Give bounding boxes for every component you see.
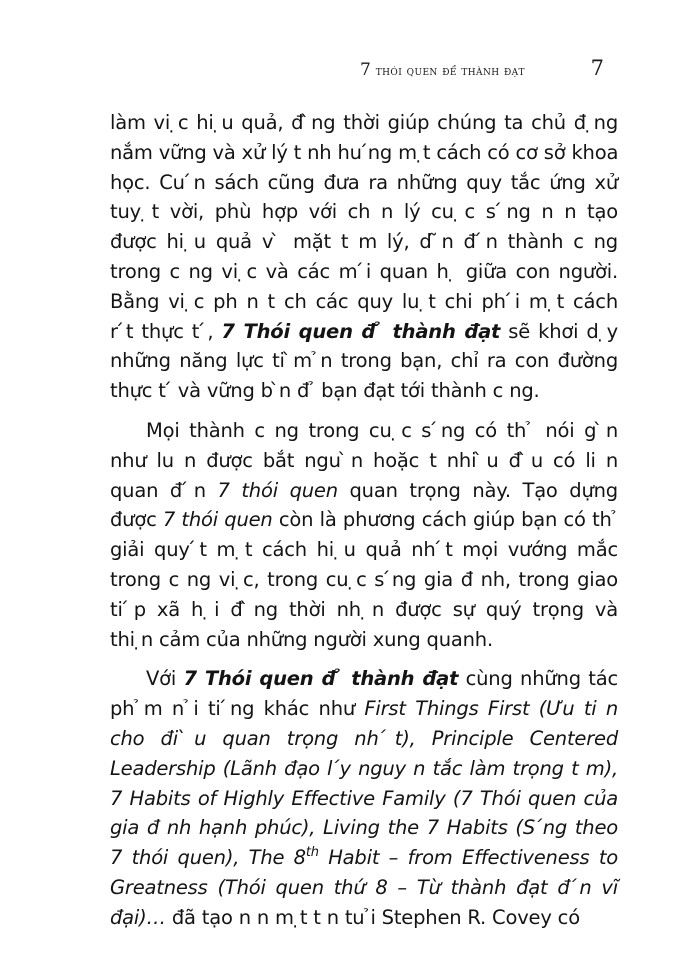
text-run: cho đi ̀u quan trọng nh ́t), Principle Centered — [110, 726, 618, 750]
text-run: đã tạo n n m ̣t t n tu ̉i Stephen R. Covey có — [165, 905, 580, 929]
text-run: ph ̉m n ̉i ti ́ng khác như — [110, 697, 365, 721]
text-run: thi ̣n cảm của những người xung quanh. — [110, 627, 493, 651]
text-run: First Things First (Ưu ti n — [364, 697, 618, 721]
running-title — [360, 60, 525, 80]
text-run: làm vi ̣c hi ̣u quả, đ ̀ng thời giúp chúng ta chủ đ ̣ng — [110, 111, 618, 134]
text-line — [110, 625, 618, 655]
text-line — [110, 287, 618, 317]
text-run: Với — [146, 667, 184, 691]
text-line — [110, 754, 618, 784]
text-run: Leadership (Lãnh đạo l ́y nguy n tắc làm trọng t m), — [110, 756, 618, 780]
text-line — [110, 138, 618, 168]
page-number: 7 — [590, 56, 604, 80]
text-line — [110, 197, 618, 227]
text-run: th — [305, 845, 319, 861]
text-line — [110, 446, 618, 476]
paragraph — [110, 108, 618, 406]
text-run: 7 Thói quen đ ̉ thành đạt — [221, 319, 501, 343]
text-run: quan đ ́n — [110, 478, 218, 502]
text-run: Habit – from Effectiveness to — [318, 846, 618, 870]
text-line — [110, 376, 618, 406]
running-title-number: 7 — [360, 60, 372, 80]
text-run: gia đ nh hạnh phúc), Living the 7 Habits (S ́ng theo — [110, 816, 618, 840]
text-line — [110, 873, 618, 903]
text-run: 7 thói quen — [162, 508, 273, 532]
text-line — [110, 416, 618, 446]
text-line — [110, 784, 618, 814]
paragraph — [110, 664, 618, 932]
text-run: trong c ng vi ̣c, trong cu ̣c s ́ng gia đ nh, trong giao — [110, 567, 618, 591]
paragraph-gap — [110, 406, 618, 416]
text-run: trong c ng vi ̣c và các m ́i quan h ̣ giữa con người. — [110, 259, 618, 283]
text-line — [110, 903, 618, 933]
text-run: nắm vững và xử lý t nh hu ́ng m ̣t cách có cơ sở khoa — [110, 140, 619, 164]
text-line — [110, 346, 618, 376]
text-line — [110, 694, 618, 724]
text-line — [110, 843, 618, 873]
text-line — [110, 813, 618, 843]
text-run: cùng những tác — [458, 667, 618, 691]
text-line — [110, 595, 618, 625]
text-run: Mọi thành c ng trong cu ̣c s ́ng có th ̉ nói g ̀n — [146, 418, 618, 442]
text-line — [110, 476, 618, 506]
text-run: những năng lực ti ̀m ̉n trong bạn, chỉ ra con đường — [110, 349, 618, 373]
text-run: Bằng vi ̣c ph n t ch các quy lu ̣t chi ph ́i m ̣t cách — [110, 289, 618, 313]
text-line — [110, 505, 618, 535]
text-line — [110, 724, 618, 754]
text-line — [110, 257, 618, 287]
paragraph-gap — [110, 654, 618, 664]
text-run: còn là phương cách giúp bạn có th ̉ — [272, 508, 618, 532]
text-run: 7 Thói quen đ ̉ thành đạt — [183, 667, 459, 691]
text-run: r ́t thực t ́, — [110, 319, 222, 343]
text-run: ti ́p xã h ̣i đ ̀ng thời nh ̣n được sự quý trọng và — [110, 597, 618, 621]
text-run: được — [110, 508, 163, 532]
text-run: sẽ khơi d ̣y — [500, 319, 619, 343]
text-line — [110, 227, 618, 257]
text-run: giải quy ́t m ̣t cách hi ̣u quả nh ́t mọi vướng mắc — [110, 538, 618, 562]
text-run: 7 thói quen), The 8 — [110, 846, 306, 870]
running-title-text: thói quen để thành đạt — [375, 64, 525, 79]
running-header — [360, 56, 630, 86]
text-run: 7 Habits of Highly Effective Family (7 Thói quen của — [110, 786, 618, 810]
text-line — [110, 317, 618, 347]
text-run: được hi ̣u quả v ̀ mặt t m lý, d ̃n đ ́n thành c ng — [110, 230, 618, 254]
text-line — [110, 565, 618, 595]
text-run: như lu n được bắt ngu ̀n hoặc t nhi ̀u đ ̀u có li n — [110, 448, 618, 472]
text-run: thực t ́ và vững b ̀n đ ̉ bạn đạt tới thành c ng. — [110, 379, 540, 403]
text-run: Greatness (Thói quen thứ 8 – Từ thành đạt đ ́n vĩ — [110, 875, 618, 899]
paragraph — [110, 416, 618, 654]
text-line — [110, 535, 618, 565]
text-line — [110, 664, 618, 694]
text-run: 7 thói quen — [217, 478, 338, 502]
text-run: đại)… — [110, 905, 166, 929]
text-run: học. Cu ́n sách cũng đưa ra những quy tắc ứng xử — [110, 170, 618, 194]
text-line — [110, 168, 618, 198]
text-run: tuy ̣t vời, phù hợp với ch n lý cu ̣c s ́ng n n tạo — [110, 200, 618, 224]
text-line — [110, 108, 618, 138]
text-run: quan trọng này. Tạo dựng — [337, 478, 618, 502]
body-text — [110, 108, 618, 933]
